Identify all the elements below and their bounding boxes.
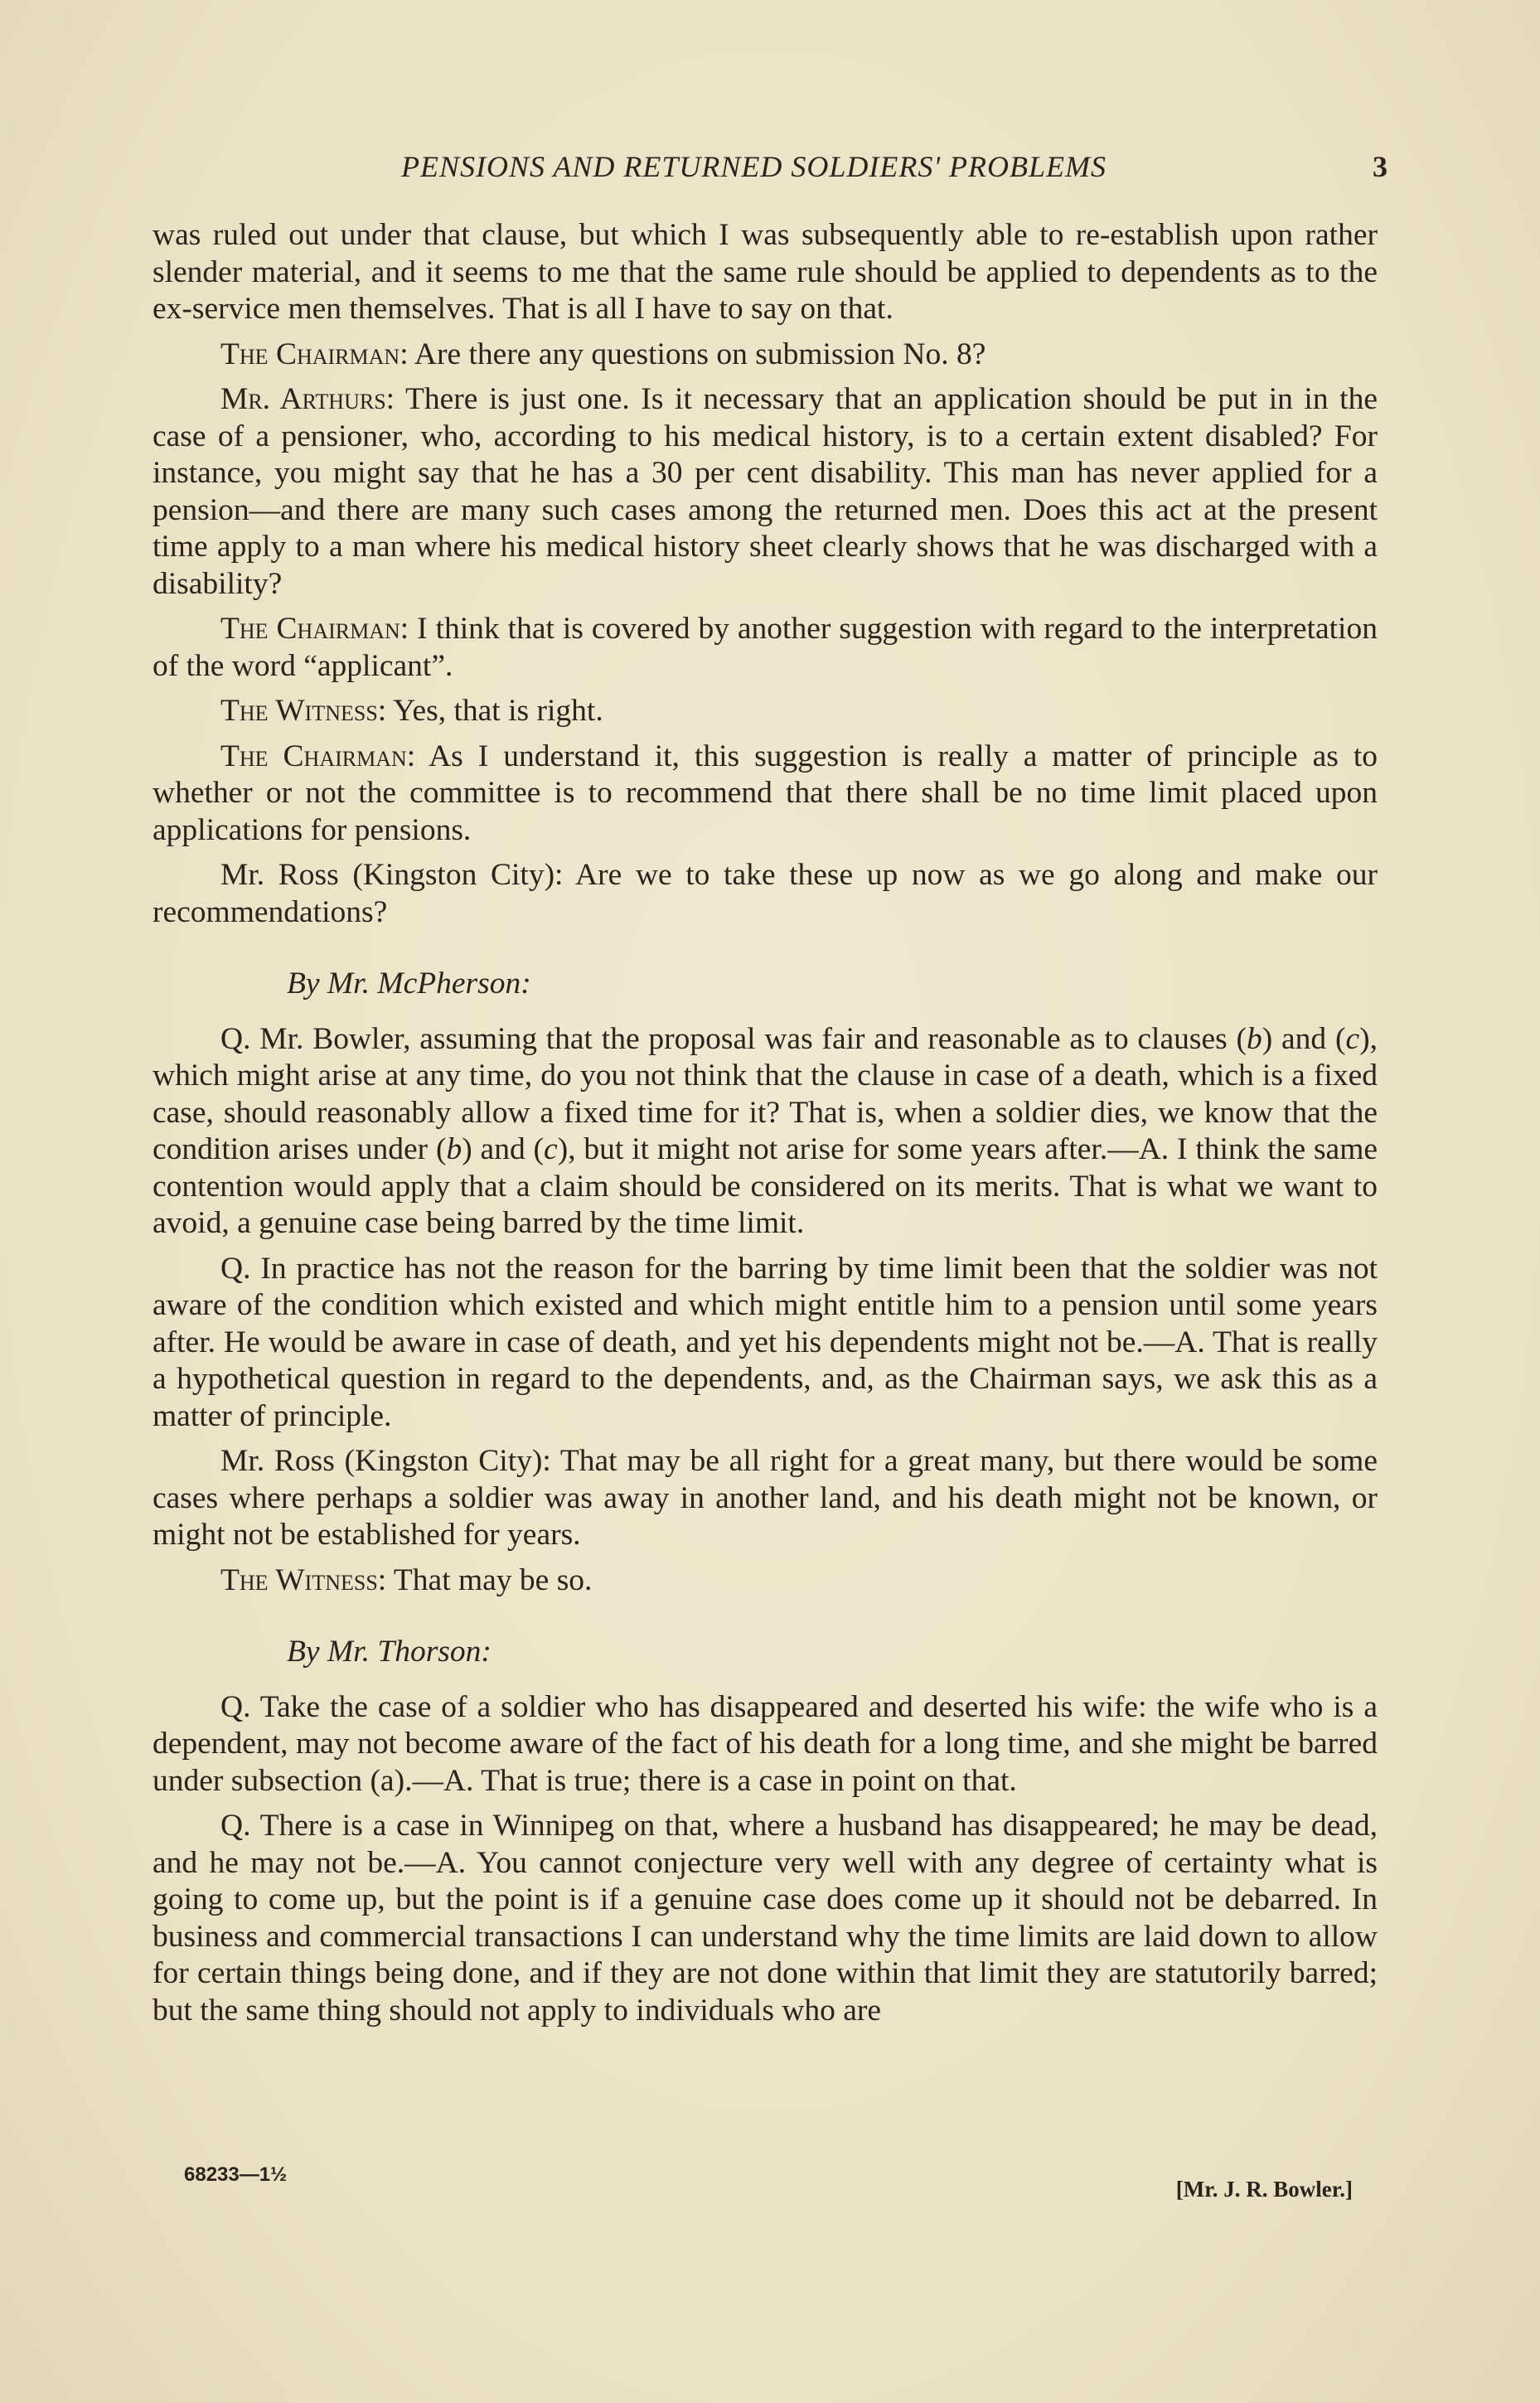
speaker-name: The Chairman (220, 612, 400, 646)
paragraph-chairman-question (153, 337, 1378, 374)
speech-text: : Are there any questions on submission No. 8? (400, 337, 986, 371)
examiner-heading-thorson: By Mr. Thorson: (287, 1635, 492, 1669)
question-answer-3: Q. Take the case of a soldier who has disappeared and deserted his wife: the wife who is a dependent, may not become aware of the fact of his death for a long time, and she might be barred under subsection (a).—A. That is true; there is a case in point on that. (153, 1689, 1378, 1798)
paragraph-chairman-applicant (153, 611, 1378, 685)
page-header (153, 149, 1387, 191)
speaker-name: The Chairman (220, 739, 407, 773)
speech-text: : I think that is covered by another suggestion with regard to the interpretation of the word “applicant”. (153, 612, 1378, 683)
examiner-heading-mcpherson: By Mr. McPherson: (287, 967, 531, 1000)
speech-text: : Yes, that is right. (377, 694, 603, 728)
paragraph-witness-yes (153, 693, 1378, 730)
paragraph-ross-another-land: Mr. Ross (Kingston City): That may be all right for a great many, but there would be some cases where perhaps a soldier was away in another land, and his death might not be known, or might not be established for years. (153, 1444, 1378, 1552)
paragraph-ross-recommendations: Mr. Ross (Kingston City): Are we to take these up now as we go along and make our recommendations? (153, 858, 1378, 929)
speaker-name: The Witness (220, 1562, 378, 1597)
speaker-name: The Chairman (220, 337, 400, 371)
speech-text: : As I understand it, this suggestion is really a matter of principle as to whether or not the committee is to recommend that there shall be no time limit placed upon applications for pensions. (153, 739, 1378, 847)
body-text (153, 217, 1378, 2037)
speaker-name: Mr. Arthurs (220, 382, 386, 416)
paragraph-continued: was ruled out under that clause, but which I was subsequently able to re-establish upon rather slender material, and it seems to me that the same rule should be applied to dependents as to the ex-service men themselves. That is all I have to say on that. (153, 218, 1378, 326)
page-number: 3 (1373, 150, 1387, 183)
signature-code: 68233—1½ (184, 2163, 288, 2186)
question-answer-2: Q. In practice has not the reason for the barring by time limit been that the soldier was not aware of the condition which existed and which might entitle him to a pension until some years after. He would be aware in case of death, and yet his dependents might not be.—A. That is really a hypothetical question in regard to the dependents, and, as the Chairman says, we ask this as a matter of principle. (153, 1251, 1378, 1433)
paragraph-arthurs (153, 381, 1378, 603)
speech-text: : That may be so. (377, 1562, 593, 1597)
page-footer (153, 2163, 1378, 2205)
paragraph-chairman-principle (153, 739, 1378, 850)
speaker-name: The Witness (220, 694, 378, 728)
paragraph-witness-maybe (153, 1562, 1378, 1600)
running-head: PENSIONS AND RETURNED SOLDIERS' PROBLEMS (401, 150, 1107, 183)
footer-speaker: [Mr. J. R. Bowler.] (1175, 2177, 1353, 2202)
question-answer-4: Q. There is a case in Winnipeg on that, where a husband has disappeared; he may be dead, and he may not be.—A. You cannot conjecture very well with any degree of certainty what is going to come up, but the point is if a genuine case does come up it should not be debarred. In business and commercial transactions I can understand why the time limits are laid down to allow for certain things being done, and if they are not done within that limit they are statutorily barred; but the same thing should not apply to individuals who are (153, 1809, 1378, 2028)
speech-text: : There is just one. Is it necessary that an application should be put in in the case of a pensioner, who, according to his medical history, is to a certain extent disabled? For instance, you might say that he has a 30 per cent disability. This man has never applied for a pension—and there are many such cases among the returned men. Does this act at the present time apply to a man where his medical history sheet clearly shows that he was discharged with a disability? (153, 382, 1378, 601)
question-answer-1: Q. Mr. Bowler, assuming that the proposal was fair and reasonable as to clauses (b) and (c), which might arise at any time, do you not think that the clause in case of a death, which is a fixed case, should reasonably allow a fixed time for it? That is, when a soldier dies, we know that the condition arises under (b) and (c), but it might not arise for some years after.—A. I think the same contention would apply that a claim should be considered on its merits. That is what we want to avoid, a genuine case being barred by the time limit. (153, 1021, 1378, 1240)
